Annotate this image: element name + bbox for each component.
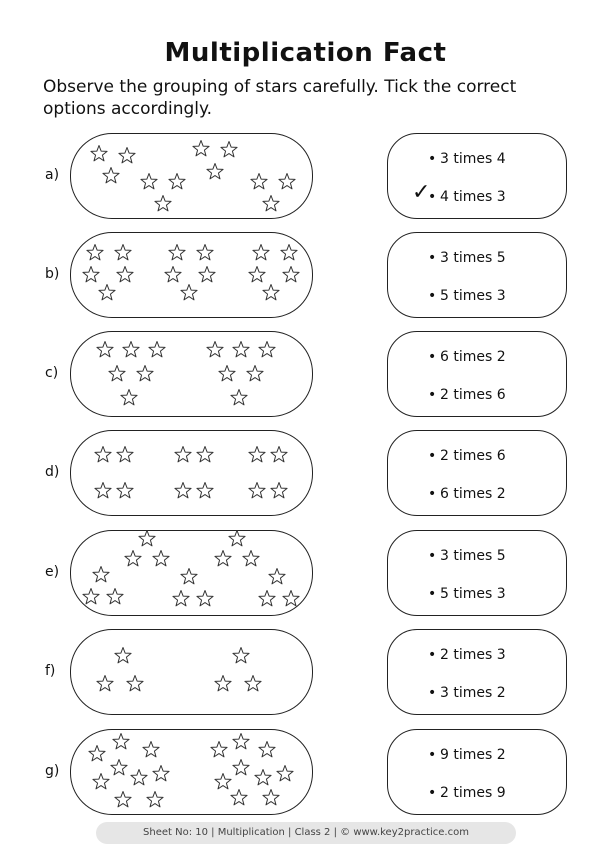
star-icon	[153, 551, 169, 566]
star-icon	[229, 531, 245, 546]
option-item[interactable]	[402, 247, 558, 269]
star-icon	[83, 267, 99, 282]
star-icon	[139, 531, 155, 546]
option-label: 4 times 3	[440, 189, 506, 205]
star-icon	[247, 366, 263, 381]
page-title: Multiplication Fact	[164, 38, 447, 68]
star-icon	[263, 196, 279, 211]
star-icon	[249, 447, 265, 462]
option-label: 2 times 3	[440, 647, 506, 663]
options-box	[387, 430, 567, 516]
star-icon	[245, 676, 261, 691]
question-label: d)	[45, 464, 60, 480]
star-icon	[263, 790, 279, 805]
option-item[interactable]	[402, 148, 558, 170]
star-icon	[127, 676, 143, 691]
option-label: 5 times 3	[440, 288, 506, 304]
star-icon	[207, 342, 223, 357]
star-icon	[93, 567, 109, 582]
star-group-box	[70, 331, 313, 417]
bullet-icon: •	[428, 189, 437, 205]
star-icon	[193, 141, 209, 156]
star-icon	[197, 245, 213, 260]
star-icon	[259, 591, 275, 606]
star-icon	[215, 676, 231, 691]
star-icon	[107, 589, 123, 604]
star-group	[71, 233, 314, 319]
star-icon	[141, 174, 157, 189]
star-icon	[233, 760, 249, 775]
star-icon	[165, 267, 181, 282]
star-icon	[233, 648, 249, 663]
option-label: 3 times 5	[440, 250, 506, 266]
star-icon	[125, 551, 141, 566]
option-label: 3 times 5	[440, 548, 506, 564]
star-icon	[91, 146, 107, 161]
star-icon	[95, 483, 111, 498]
star-icon	[103, 168, 119, 183]
options-box	[387, 530, 567, 616]
star-icon	[169, 245, 185, 260]
star-icon	[271, 483, 287, 498]
options-box	[387, 729, 567, 815]
star-icon	[207, 164, 223, 179]
option-label: 5 times 3	[440, 586, 506, 602]
question-label: c)	[45, 365, 59, 381]
star-icon	[115, 648, 131, 663]
star-icon	[131, 770, 147, 785]
options-box	[387, 133, 567, 219]
option-item[interactable]	[402, 545, 558, 567]
star-icon	[115, 792, 131, 807]
bullet-icon: •	[428, 586, 437, 602]
bullet-icon: •	[428, 288, 437, 304]
option-item[interactable]	[402, 180, 558, 208]
star-icon	[123, 342, 139, 357]
check-mark-icon: ✓	[412, 180, 431, 205]
star-icon	[271, 447, 287, 462]
bullet-icon: •	[428, 387, 437, 403]
star-icon	[97, 676, 113, 691]
star-icon	[83, 589, 99, 604]
star-icon	[95, 447, 111, 462]
star-icon	[259, 742, 275, 757]
question-label: e)	[45, 564, 60, 580]
options-box	[387, 331, 567, 417]
star-icon	[199, 267, 215, 282]
star-icon	[233, 342, 249, 357]
question-label: a)	[45, 167, 60, 183]
star-icon	[255, 770, 271, 785]
bullet-icon: •	[428, 486, 437, 502]
star-group-box	[70, 232, 313, 318]
star-icon	[249, 483, 265, 498]
bullet-icon: •	[428, 250, 437, 266]
star-icon	[197, 591, 213, 606]
star-icon	[175, 483, 191, 498]
star-icon	[143, 742, 159, 757]
star-group	[71, 630, 314, 716]
option-label: 2 times 9	[440, 785, 506, 801]
star-icon	[249, 267, 265, 282]
star-icon	[87, 245, 103, 260]
star-icon	[211, 742, 227, 757]
star-icon	[259, 342, 275, 357]
bullet-icon: •	[428, 685, 437, 701]
star-icon	[269, 569, 285, 584]
option-item[interactable]	[402, 285, 558, 307]
option-item[interactable]	[402, 583, 558, 605]
option-label: 3 times 2	[440, 685, 506, 701]
star-icon	[283, 591, 299, 606]
star-icon	[155, 196, 171, 211]
star-icon	[117, 447, 133, 462]
bullet-icon: •	[428, 349, 437, 365]
star-icon	[147, 792, 163, 807]
star-icon	[281, 245, 297, 260]
star-icon	[121, 390, 137, 405]
star-icon	[175, 447, 191, 462]
option-label: 6 times 2	[440, 349, 506, 365]
options-box	[387, 629, 567, 715]
star-icon	[181, 569, 197, 584]
option-label: 6 times 2	[440, 486, 506, 502]
option-label: 2 times 6	[440, 387, 506, 403]
star-icon	[119, 148, 135, 163]
question-label: g)	[45, 763, 60, 779]
option-label: 2 times 6	[440, 448, 506, 464]
option-item[interactable]	[402, 682, 558, 704]
star-icon	[231, 390, 247, 405]
option-item[interactable]	[402, 483, 558, 505]
bullet-icon: •	[428, 747, 437, 763]
star-icon	[215, 774, 231, 789]
star-icon	[253, 245, 269, 260]
instruction-text: Observe the grouping of stars carefully. Tick the correct options accordingly.	[43, 77, 517, 119]
star-icon	[89, 746, 105, 761]
star-icon	[99, 285, 115, 300]
star-group	[71, 531, 314, 617]
star-icon	[279, 174, 295, 189]
star-icon	[169, 174, 185, 189]
option-item[interactable]	[402, 782, 558, 804]
bullet-icon: •	[428, 151, 437, 167]
star-icon	[251, 174, 267, 189]
star-icon	[215, 551, 231, 566]
star-icon	[115, 245, 131, 260]
star-icon	[221, 142, 237, 157]
star-icon	[263, 285, 279, 300]
star-icon	[111, 760, 127, 775]
star-group	[71, 730, 314, 816]
option-item[interactable]	[402, 346, 558, 368]
star-group-box	[70, 530, 313, 616]
star-group	[71, 431, 314, 517]
option-item[interactable]	[402, 445, 558, 467]
bullet-icon: •	[428, 785, 437, 801]
star-group-box	[70, 629, 313, 715]
option-label: 3 times 4	[440, 151, 506, 167]
star-icon	[181, 285, 197, 300]
star-icon	[149, 342, 165, 357]
star-icon	[233, 734, 249, 749]
star-group-box	[70, 729, 313, 815]
star-icon	[173, 591, 189, 606]
star-icon	[97, 342, 113, 357]
star-icon	[117, 267, 133, 282]
option-item[interactable]	[402, 384, 558, 406]
star-icon	[113, 734, 129, 749]
star-icon	[231, 790, 247, 805]
star-group-box	[70, 133, 313, 219]
star-icon	[117, 483, 133, 498]
star-icon	[283, 267, 299, 282]
star-icon	[197, 483, 213, 498]
option-label: 9 times 2	[440, 747, 506, 763]
option-item[interactable]	[402, 744, 558, 766]
option-item[interactable]	[402, 644, 558, 666]
star-icon	[277, 766, 293, 781]
star-icon	[219, 366, 235, 381]
bullet-icon: •	[428, 647, 437, 663]
star-icon	[109, 366, 125, 381]
bullet-icon: •	[428, 448, 437, 464]
star-group	[71, 332, 314, 418]
question-label: b)	[45, 266, 60, 282]
star-group	[71, 134, 314, 220]
star-icon	[197, 447, 213, 462]
star-icon	[153, 766, 169, 781]
footer: Sheet No: 10 | Multiplication | Class 2 | © www.key2practice.com	[96, 822, 516, 844]
options-box	[387, 232, 567, 318]
bullet-icon: •	[428, 548, 437, 564]
question-label: f)	[45, 663, 56, 679]
star-icon	[137, 366, 153, 381]
star-group-box	[70, 430, 313, 516]
star-icon	[93, 774, 109, 789]
star-icon	[243, 551, 259, 566]
